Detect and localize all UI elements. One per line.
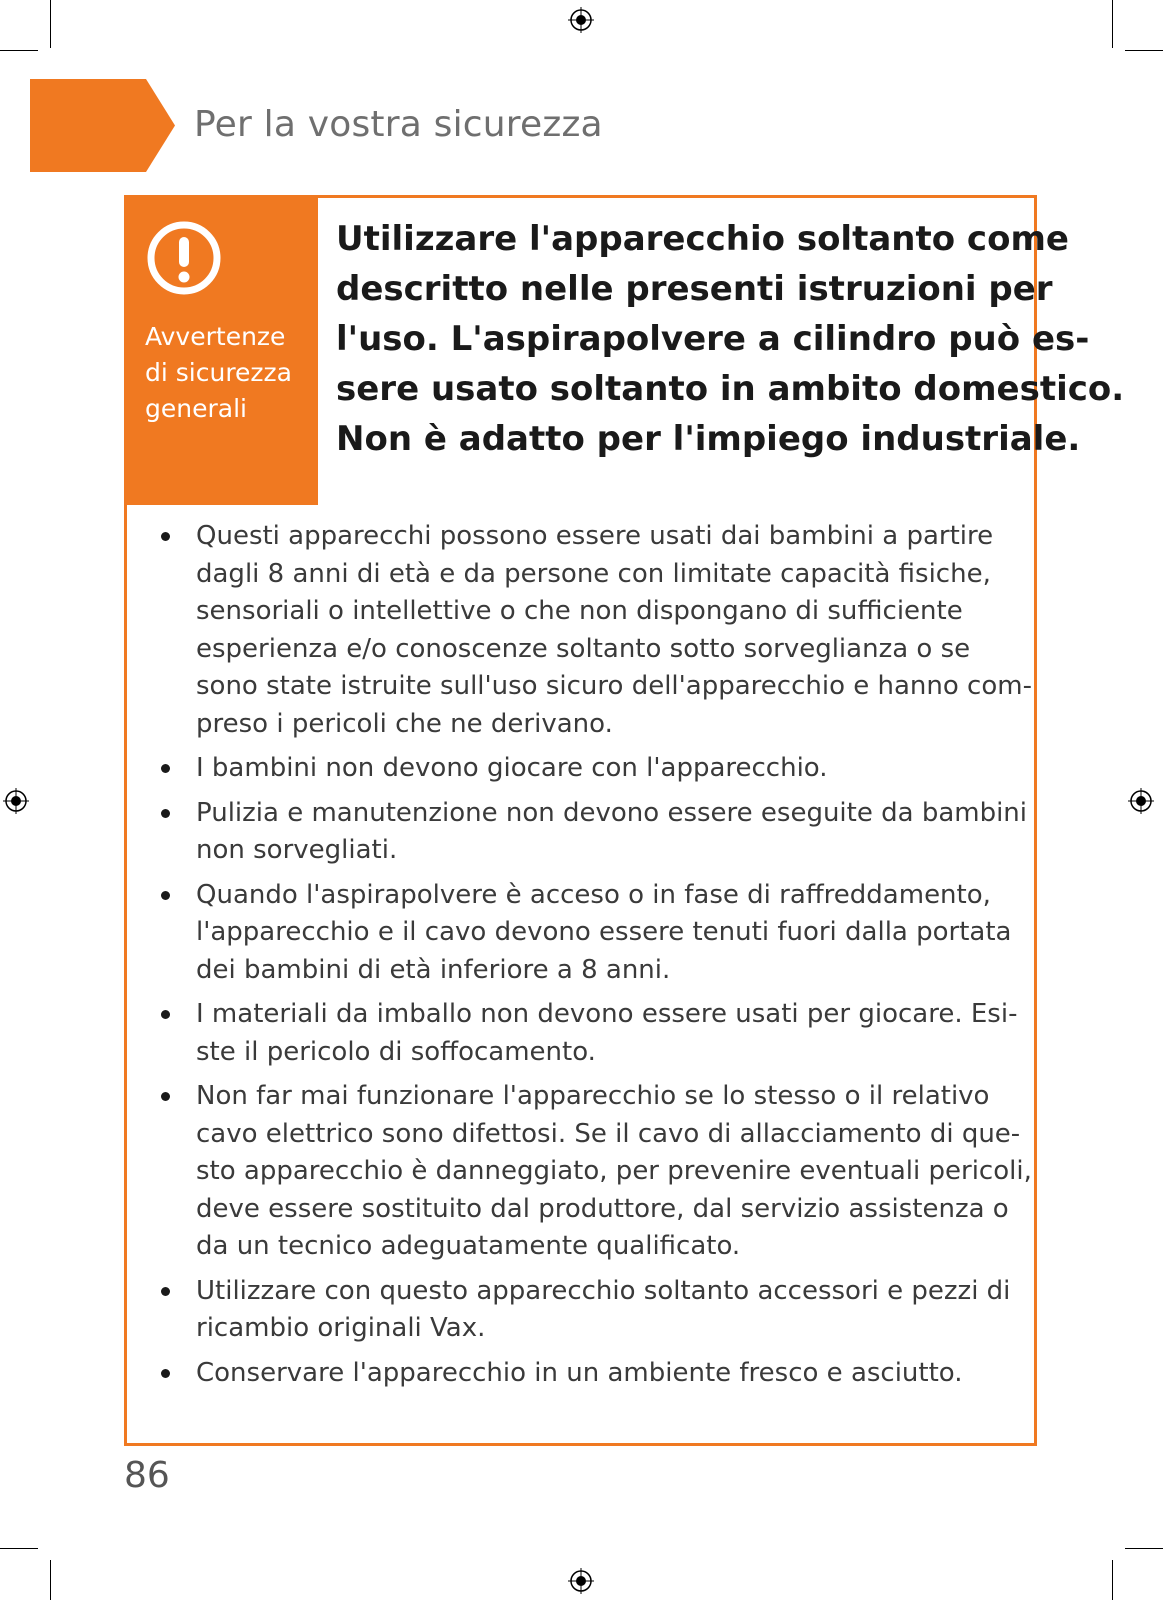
- list-item: [155, 1273, 1015, 1348]
- list-item: [155, 750, 1015, 788]
- side-panel-label: [145, 319, 315, 427]
- bullet-line: Utilizzare con questo apparecchio soltanto accessori e pezzi di: [196, 1275, 1011, 1306]
- bullet-icon: [161, 1010, 170, 1019]
- registration-mark-top-icon: [568, 7, 594, 33]
- exclamation-circle-icon: [144, 218, 224, 298]
- bullet-line: sensoriali o intellettive o che non dispongano di sufficiente: [196, 596, 963, 626]
- bullet-line: I materiali da imballo non devono essere usati per giocare. Esi-: [196, 999, 1018, 1029]
- intro-paragraph: [336, 214, 1125, 464]
- crop-mark-bottom-right-v: [1112, 1560, 1113, 1600]
- bullet-line: I bambini non devono giocare con l'apparecchio.: [196, 753, 828, 783]
- list-item: [155, 518, 1032, 743]
- crop-mark-top-left-h: [0, 50, 38, 51]
- intro-line: Non è adatto per l'impiego industriale.: [336, 419, 1081, 459]
- bullet-line: ricambio originali Vax.: [196, 1313, 486, 1343]
- crop-mark-top-left-v: [50, 0, 51, 48]
- bullet-line: sto apparecchio è danneggiato, per prevenire eventuali pericoli,: [196, 1156, 1032, 1186]
- bullet-line: ste il pericolo di soffocamento.: [196, 1036, 596, 1067]
- bullet-icon: [161, 891, 170, 900]
- bullet-line: non sorvegliati.: [196, 835, 398, 865]
- crop-mark-bottom-left-v: [50, 1560, 51, 1600]
- list-item: [155, 1078, 1032, 1266]
- intro-line: Utilizzare l'apparecchio soltanto come: [336, 219, 1069, 259]
- bullet-line: sono state istruite sull'uso sicuro dell'apparecchio e hanno com-: [196, 671, 1032, 701]
- crop-mark-bottom-right-h: [1125, 1548, 1163, 1549]
- intro-line: sere usato soltanto in ambito domestico.: [336, 369, 1125, 409]
- list-item: [155, 877, 1015, 990]
- side-label-line: di sicurezza: [145, 358, 292, 387]
- list-item: [155, 795, 1028, 870]
- bullet-line: Quando l'aspirapolvere è acceso o in fase di raffreddamento,: [196, 879, 991, 910]
- bullet-icon: [161, 809, 170, 818]
- bullet-line: Questi apparecchi possono essere usati dai bambini a partire: [196, 521, 994, 551]
- bullet-icon: [161, 1369, 170, 1378]
- bullet-icon: [161, 764, 170, 773]
- bullet-line: da un tecnico adeguatamente qualificato.: [196, 1231, 741, 1261]
- bullet-line: cavo elettrico sono difettosi. Se il cavo di allacciamento di que-: [196, 1118, 1021, 1149]
- bullet-line: dei bambini di età inferiore a 8 anni.: [196, 954, 671, 985]
- intro-line: l'uso. L'aspirapolvere a cilindro può es-: [336, 319, 1090, 359]
- crop-mark-bottom-left-h: [0, 1548, 38, 1549]
- bullet-line: preso i pericoli che ne derivano.: [196, 708, 613, 739]
- bullet-icon: [161, 1092, 170, 1101]
- side-label-line: Avvertenze: [145, 322, 286, 351]
- crop-mark-top-right-h: [1125, 50, 1163, 51]
- bullet-line: Conservare l'apparecchio in un ambiente fresco e asciutto.: [196, 1357, 963, 1388]
- registration-mark-right-icon: [1128, 788, 1154, 814]
- list-item: [155, 996, 1018, 1071]
- bullet-line: dagli 8 anni di età e da persone con limitate capacità fisiche,: [196, 558, 991, 589]
- side-label-line: generali: [145, 394, 247, 423]
- bullet-icon: [161, 532, 170, 541]
- bullet-line: deve essere sostituito dal produttore, dal servizio assistenza o: [196, 1193, 1009, 1224]
- crop-mark-top-right-v: [1112, 0, 1113, 48]
- section-title: Per la vostra sicurezza: [194, 104, 603, 145]
- bullet-line: Pulizia e manutenzione non devono essere eseguite da bambini: [196, 797, 1028, 828]
- safety-bullet-list: [155, 518, 1032, 1399]
- bullet-line: Non far mai funzionare l'apparecchio se lo stesso o il relativo: [196, 1081, 990, 1111]
- page-number: 86: [124, 1455, 170, 1496]
- bullet-line: esperienza e/o conoscenze soltanto sotto sorveglianza o se: [196, 633, 971, 664]
- bullet-line: l'apparecchio e il cavo devono essere tenuti fuori dalla portata: [196, 917, 1012, 947]
- bullet-icon: [161, 1287, 170, 1296]
- registration-mark-left-icon: [3, 788, 29, 814]
- list-item: [155, 1355, 1015, 1393]
- section-arrow-marker: [30, 79, 175, 172]
- registration-mark-bottom-icon: [568, 1568, 594, 1594]
- intro-line: descritto nelle presenti istruzioni per: [336, 269, 1053, 309]
